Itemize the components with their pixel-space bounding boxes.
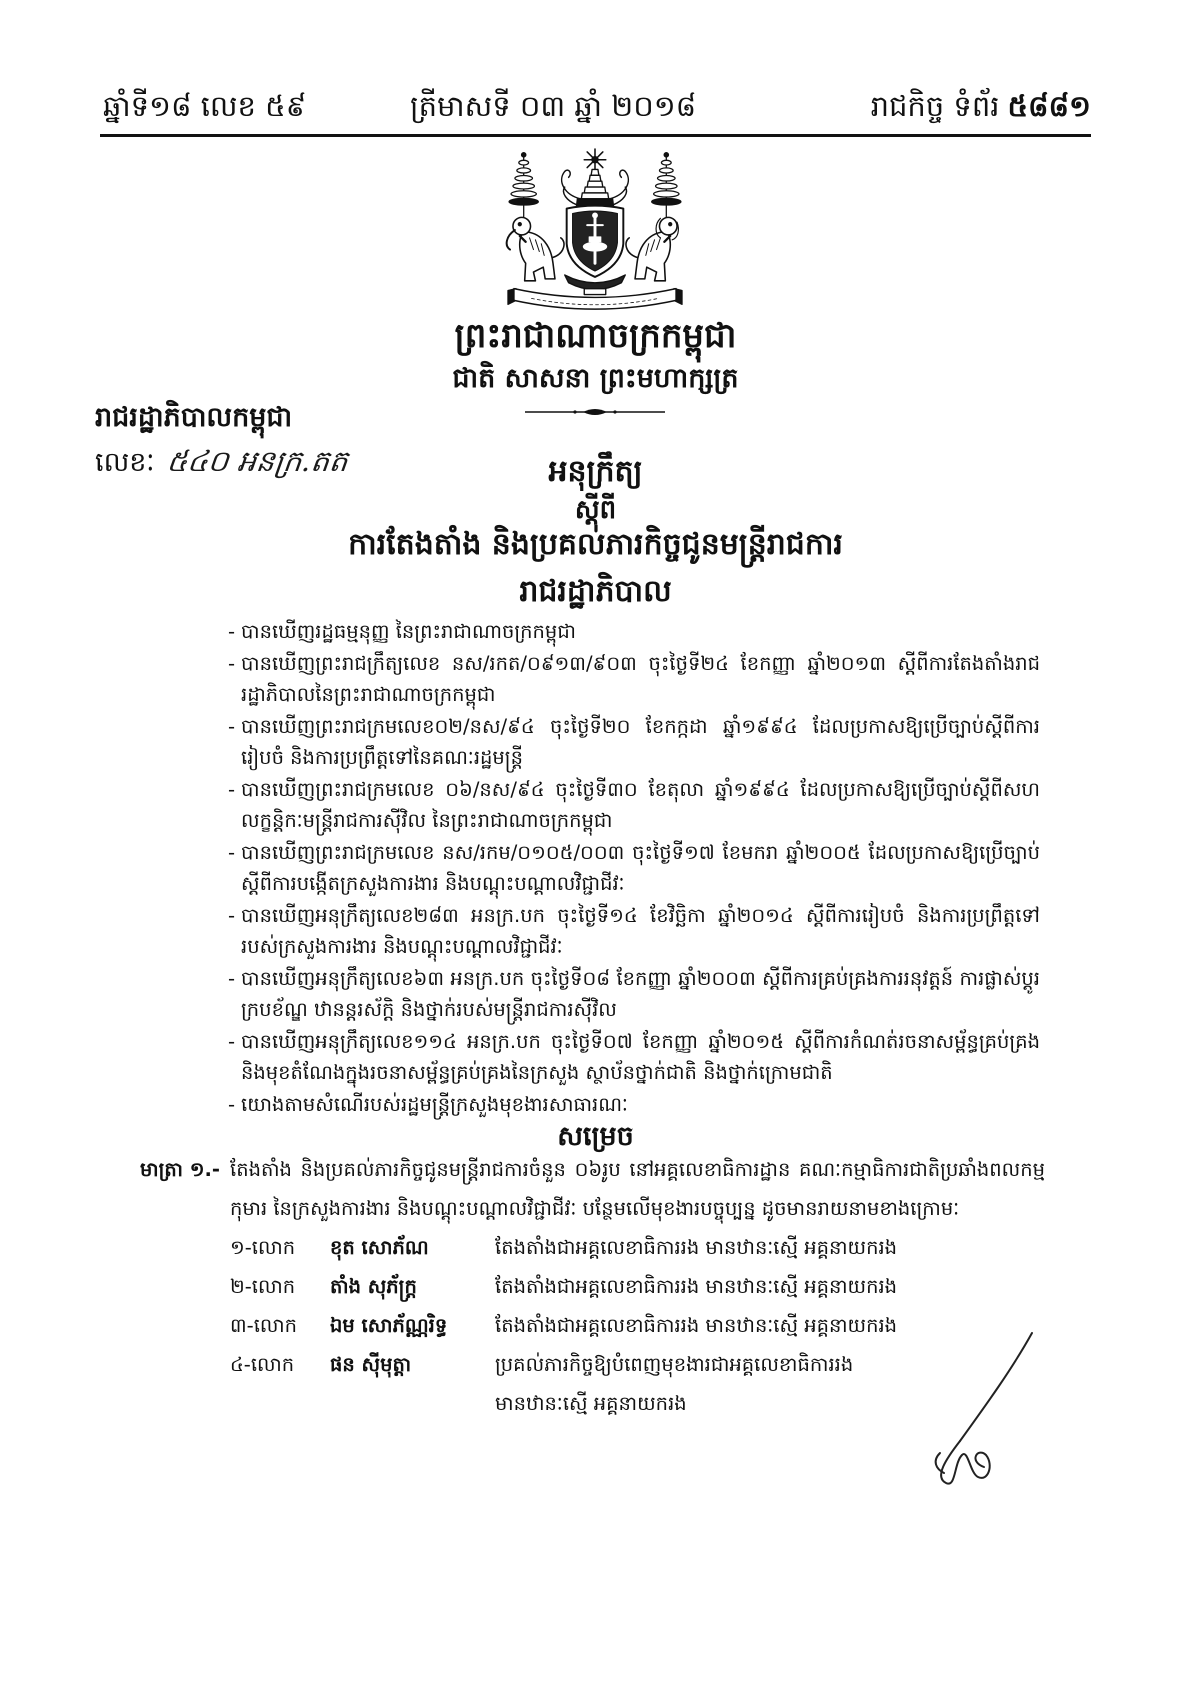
official-row [230, 1228, 1191, 1267]
right-singha [626, 217, 678, 280]
preamble-item: - បានឃើញព្រះរាជក្រមលេខ០២/នស/៩៤ ចុះថ្ងៃទី២០ ខែកក្កដា ឆ្នាំ១៩៩៤ ដែលប្រកាសឱ្យប្រើច្បាប់ស្ដីពីការរៀបចំ និងការប្រព្រឹត្តទៅនៃគណៈរដ្ឋមន្ត្រី [228, 711, 1040, 774]
official-role-text: តែងតាំងជាអគ្គលេខាធិការរង មានឋានៈស្មើ អគ្គនាយករង [495, 1275, 898, 1298]
gazette-page-ref [871, 86, 1091, 126]
khmer-ornament-divider-icon [525, 407, 665, 417]
preamble-item: - បានឃើញរដ្ឋធម្មនុញ្ញ នៃព្រះរាជាណាចក្រកម្ពុជា [228, 616, 1040, 648]
preamble-item: - បានឃើញអនុក្រឹត្យលេខ៦៣ អនក្រ.បក ចុះថ្ងៃទី០៨ ខែកញ្ញា ឆ្នាំ២០០៣ ស្ដីពីការគ្រប់គ្រងការរនុវត្តន៍ ការផ្លាស់ប្ដូរក្របខ័ណ្ឌ ឋានន្តរស័ក្ដិ និងថ្នាក់របស់មន្ត្រីរាជការស៊ីវិល [228, 963, 1040, 1026]
article-1-text: តែងតាំង និងប្រគល់ភារកិច្ចជូនមន្ត្រីរាជការចំនួន ០៦រូប នៅអគ្គលេខាធិការដ្ឋាន គណៈកម្មាធិការជាតិប្រឆាំងពលកម្មកុមារ នៃក្រសួងការងារ និងបណ្ដុះបណ្ដាលវិជ្ជាជីវៈ បន្ថែមលើមុខងារបច្ចុប្បន្ន ដូចមានរាយនាមខាងក្រោមៈ [230, 1158, 1045, 1220]
official-number: ៣-លោក [230, 1314, 298, 1337]
official-name: ឯម សោភ័ណ្ណរិទ្ធ [330, 1314, 448, 1337]
national-motto: ជាតិ សាសនា ព្រះមហាក្សត្រ [452, 363, 739, 394]
official-number: ២-លោក [230, 1275, 296, 1298]
gazette-quarter: ត្រីមាសទី ០៣ ឆ្នាំ ២០១៨ [410, 89, 697, 123]
preamble-item: - បានឃើញអនុក្រឹត្យលេខ២៨៣ អនក្រ.បក ចុះថ្ងៃទី១៤ ខែវិច្ឆិកា ឆ្នាំ២០១៤ ស្ដីពីការរៀបចំ និងការប្រព្រឹត្តទៅរបស់ក្រសួងការងារ និងបណ្ដុះបណ្ដាលវិជ្ជាជីវៈ [228, 900, 1040, 963]
handwritten-signature-icon [900, 1325, 1050, 1495]
official-name: ខុត សោភ័ណ [330, 1236, 429, 1259]
official-role-text: តែងតាំងជាអគ្គលេខាធិការរង មានឋានៈស្មើ អគ្គនាយករង [495, 1314, 898, 1337]
official-role-text: តែងតាំងជាអគ្គលេខាធិការរង មានឋានៈស្មើ អគ្គនាយករង [495, 1236, 898, 1259]
document-body [0, 616, 1191, 1423]
document-type: អនុក្រឹត្យ [548, 454, 643, 489]
official-role-text: ប្រគល់ភារកិច្ចឱ្យបំពេញមុខងារជាអគ្គលេខាធិការរង [495, 1353, 854, 1376]
official-name: តាំង សុភ័ក្ត្រ [330, 1275, 417, 1298]
preamble-item: - បានឃើញព្រះរាជក្រមលេខ ០៦/នស/៩៤ ចុះថ្ងៃទី៣០ ខែតុលា ឆ្នាំ១៩៩៤ ដែលប្រកាសឱ្យប្រើច្បាប់ស្ដីពីសហលក្ខន្តិកៈមន្ត្រីរាជការស៊ីវិល នៃព្រះរាជាណាចក្រកម្ពុជា [228, 774, 1040, 837]
document-on: ស្ដីពី [574, 495, 617, 525]
left-gajasimha [507, 217, 564, 280]
issuing-authority: រាជរដ្ឋាភិបាលកម្ពុជា [95, 402, 293, 433]
preamble-item: - បានឃើញអនុក្រឹត្យលេខ១១៤ អនក្រ.បក ចុះថ្ងៃទី០៧ ខែកញ្ញា ឆ្នាំ២០១៥ ស្ដីពីការកំណត់រចនាសម្ព័ន្ធគ្រប់គ្រង និងមុខតំណែងក្នុងរចនាសម្ព័ន្ធគ្រប់គ្រងនៃក្រសួង ស្ថាប័នថ្នាក់ជាតិ និងថ្នាក់ក្រោមជាតិ [228, 1026, 1040, 1089]
official-role [495, 1267, 1015, 1306]
enacting-authority: រាជរដ្ឋាភិបាល [519, 574, 672, 609]
gazette-page-label: រាជកិច្ច ទំព័រ [870, 89, 1000, 123]
preamble-list [228, 616, 1040, 1120]
document-subject: ការតែងតាំង និងប្រគល់ភារកិច្ចជូនមន្ត្រីរាជការ [348, 527, 843, 562]
official-number: ៤-លោក [230, 1353, 295, 1376]
official-name: ផន ស៊ីមុត្តា [330, 1353, 412, 1376]
official-role [495, 1228, 1015, 1267]
handwritten-document-number: ៥៤០ អនក្រ.តត [164, 444, 350, 478]
official-row [230, 1267, 1191, 1306]
official-role-continuation: មានឋានៈស្មើ អគ្គនាយករង [495, 1392, 687, 1415]
document-number-label: លេខៈ [95, 447, 155, 478]
decision-heading: សម្រេច [557, 1121, 634, 1152]
article-1-label: មាត្រា ១.- [140, 1158, 220, 1181]
gazette-page-number: ៥៨៨១ [1007, 89, 1091, 123]
preamble-item: - បានឃើញព្រះរាជក្រមលេខ នស/រកម/០១០៥/០០៣ ចុះថ្ងៃទី១៧ ខែមករា ឆ្នាំ២០០៥ ដែលប្រកាសឱ្យប្រើច្បាប់ស្ដីពីការបង្កើតក្រសួងការងារ និងបណ្ដុះបណ្ដាលវិជ្ជាជីវៈ [228, 837, 1040, 900]
crown-star [584, 149, 605, 170]
kingdom-name: ព្រះរាជាណាចក្រកម្ពុជា [454, 316, 737, 356]
crown-spire [576, 169, 613, 206]
header-rule [100, 134, 1091, 137]
preamble-item: - យោងតាមសំណើរបស់រដ្ឋមន្ត្រីក្រសួងមុខងារសាធារណៈ [228, 1089, 1040, 1121]
official-number: ១-លោក [230, 1236, 296, 1259]
preamble-item: - បានឃើញព្រះរាជក្រឹត្យលេខ នស/រកត/០៩១៣/៩០៣ ចុះថ្ងៃទី២៤ ខែកញ្ញា ឆ្នាំ២០១៣ ស្ដីពីការតែងតាំងរាជរដ្ឋាភិបាលនៃព្រះរាជាណាចក្រកម្ពុជា [228, 648, 1040, 711]
gazette-year-issue: ឆ្នាំទី១៨ លេខ ៥៩ [103, 89, 307, 123]
article-1 [140, 1151, 1045, 1228]
royal-coat-of-arms-icon [482, 148, 708, 316]
